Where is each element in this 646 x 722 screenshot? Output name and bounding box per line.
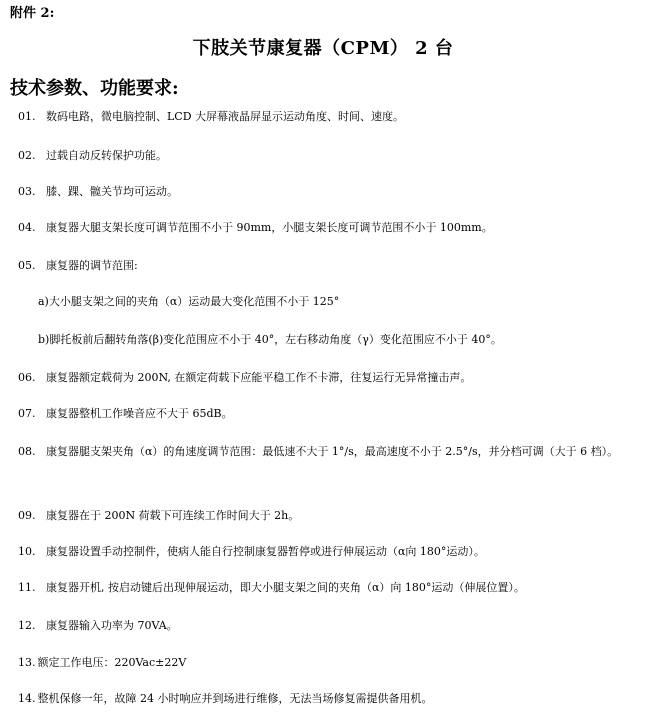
item-number: 13.: [18, 656, 36, 669]
attachment-label: 附件 2:: [10, 6, 55, 21]
section-heading: 技术参数、功能要求:: [10, 78, 179, 99]
item-text: 康复器开机, 按启动键后出现伸展运动，即大小腿支架之间的夹角（α）向 180°运动（伸展位置）。: [46, 581, 525, 594]
requirement-subitem: [38, 293, 646, 311]
item-number: 14.: [18, 692, 36, 705]
requirement-subitem: [38, 331, 646, 349]
requirement-item: [18, 440, 630, 464]
item-text: 康复器整机工作噪音应不大于 65dB。: [46, 407, 233, 420]
requirement-item: [18, 405, 630, 423]
requirement-item: [18, 369, 630, 387]
item-number: 05.: [18, 259, 36, 272]
item-text: 康复器的调节范围:: [46, 259, 138, 272]
requirement-item: [18, 690, 630, 708]
requirement-item: [18, 654, 630, 672]
item-text: 康复器腿支架夹角（α）的角速度调节范围：最低速不大于 1°/s，最高速度不小于 2.5°/s，并分档可调（大于 6 档）。: [46, 445, 619, 458]
document-title: 下肢关节康复器（CPM） 2 台: [192, 38, 454, 59]
requirement-item: [18, 617, 630, 635]
item-number: 04.: [18, 221, 36, 234]
requirement-item: [18, 147, 630, 165]
item-text: 康复器额定载荷为 200N, 在额定荷载下应能平稳工作不卡滞，往复运行无异常撞击声。: [46, 371, 472, 384]
item-text: 过载自动反转保护功能。: [46, 149, 167, 162]
requirement-item: [18, 579, 630, 597]
item-number: 01.: [18, 110, 36, 123]
subitem-text: b)脚托板前后翻转角落(β)变化范围应不小于 40°，左右移动角度（γ）变化范围应不小于 40°。: [38, 333, 502, 346]
item-text: 额定工作电压：220Vac±22V: [37, 656, 187, 669]
requirement-item: [18, 257, 630, 275]
item-number: 02.: [18, 149, 36, 162]
requirement-item: [18, 543, 630, 561]
requirement-item: [18, 183, 630, 201]
requirement-item: [18, 108, 630, 126]
item-text: 整机保修一年，故障 24 小时响应并到场进行维修，无法当场修复需提供备用机。: [37, 692, 433, 705]
subitem-text: a)大小腿支架之间的夹角（α）运动最大变化范围不小于 125°: [38, 295, 340, 308]
item-number: 10.: [18, 545, 36, 558]
item-text: 膝、踝、髋关节均可运动。: [46, 185, 178, 198]
item-number: 08.: [18, 445, 36, 458]
item-number: 11.: [18, 581, 36, 594]
item-text: 康复器大腿支架长度可调节范围不小于 90mm，小腿支架长度可调节范围不小于 100mm。: [46, 221, 493, 234]
item-text: 康复器在于 200N 荷载下可连续工作时间大于 2h。: [46, 509, 300, 522]
item-number: 09.: [18, 509, 36, 522]
item-number: 12.: [18, 619, 36, 632]
item-number: 03.: [18, 185, 36, 198]
item-number: 07.: [18, 407, 36, 420]
item-text: 康复器输入功率为 70VA。: [46, 619, 178, 632]
item-text: 康复器设置手动控制件，使病人能自行控制康复器暂停或进行伸展运动（α向 180°运动）。: [46, 545, 485, 558]
requirement-item: [18, 219, 630, 237]
item-number: 06.: [18, 371, 36, 384]
item-text: 数码电路，微电脑控制、LCD 大屏幕液晶屏显示运动角度、时间、速度。: [46, 110, 405, 123]
requirement-item: [18, 507, 630, 525]
